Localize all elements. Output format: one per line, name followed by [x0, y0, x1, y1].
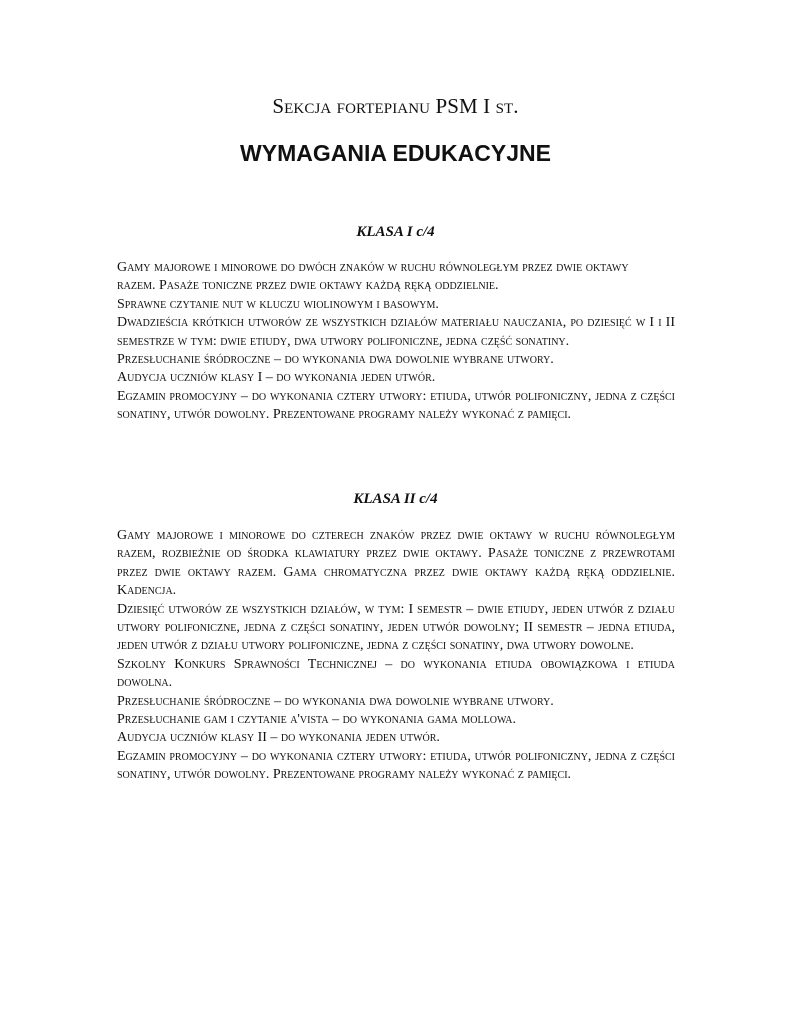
class2-requirements	[117, 527, 675, 785]
class1-line-recital: Audycja uczniów klasy I – do wykonania jeden utwór.	[117, 370, 436, 386]
class1-line-midterm: Przesłuchanie śródroczne – do wykonania dwa dowolnie wybrane utwory.	[117, 352, 554, 368]
class1-line-exam: Egzamin promocyjny – do wykonania cztery utwory: etiuda, utwór polifoniczny, jedna z części sonatiny, utwór dowolny. Prezentowane programy należy wykonać z pamięci.	[117, 388, 675, 423]
class2-line-scales-hearing: Przesłuchanie gam i czytanie a'vista – do wykonania gama mollowa.	[117, 712, 517, 728]
class1-requirements	[117, 259, 675, 425]
class2-line-midterm: Przesłuchanie śródroczne – do wykonania dwa dowolnie wybrane utwory.	[117, 693, 554, 709]
document-title: Sekcja fortepianu PSM I st.	[272, 94, 519, 118]
class2-line-exam: Egzamin promocyjny – do wykonania cztery utwory: etiuda, utwór polifoniczny, jedna z części sonatiny, utwór dowolny. Prezentowane programy należy wykonać z pamięci.	[117, 748, 675, 783]
class1-line-scales: Gamy majorowe i minorowe do dwóch znaków w ruchu równoległym przez dwie oktawy	[117, 260, 629, 275]
class2-line-recital: Audycja uczniów klasy II – do wykonania jeden utwór.	[117, 730, 440, 746]
class1-line-repertoire: Dwadzieścia krótkich utworów ze wszystkich działów materiału nauczania, po dziesięć w I i II semestrze w tym: dwie etiudy, dwa utwory polifoniczne, jedna część sonatiny.	[117, 315, 675, 349]
class2-heading: KLASA II c/4	[353, 491, 438, 507]
class1-heading: KLASA I c/4	[356, 224, 435, 240]
class2-line-competition: Szkolny Konkurs Sprawności Technicznej – do wykonania etiuda obowiązkowa i etiuda dowolna.	[117, 656, 675, 691]
class2-line-repertoire: Dziesięć utworów ze wszystkich działów, w tym: I semestr – dwie etiudy, jeden utwór z działu utwory polifoniczne, jedna z części sonatiny, jeden utwór dowolny; II semestr – jedna etiuda, jeden utwór z działu utwory polifoniczne, jedna z części sonatiny, dwa utwory dowolne.	[117, 601, 675, 654]
class1-line-arpeggios: razem. Pasaże toniczne przez dwie oktawy każdą ręką oddzielnie.	[117, 278, 499, 294]
class1-line-reading: Sprawne czytanie nut w kluczu wiolinowym i basowym.	[117, 296, 439, 312]
document-heading: WYMAGANIA EDUKACYJNE	[240, 140, 551, 166]
class2-line-scales: Gamy majorowe i minorowe do czterech znaków przez dwie oktawy w ruchu równoległym razem, rozbieżnie od środka klawiatury przez dwie oktawy. Pasaże toniczne z przewrotami przez dwie oktawy razem. Gama chromatyczna przez dwie oktawy każdą ręką oddzielnie. Kadencja.	[117, 528, 675, 599]
